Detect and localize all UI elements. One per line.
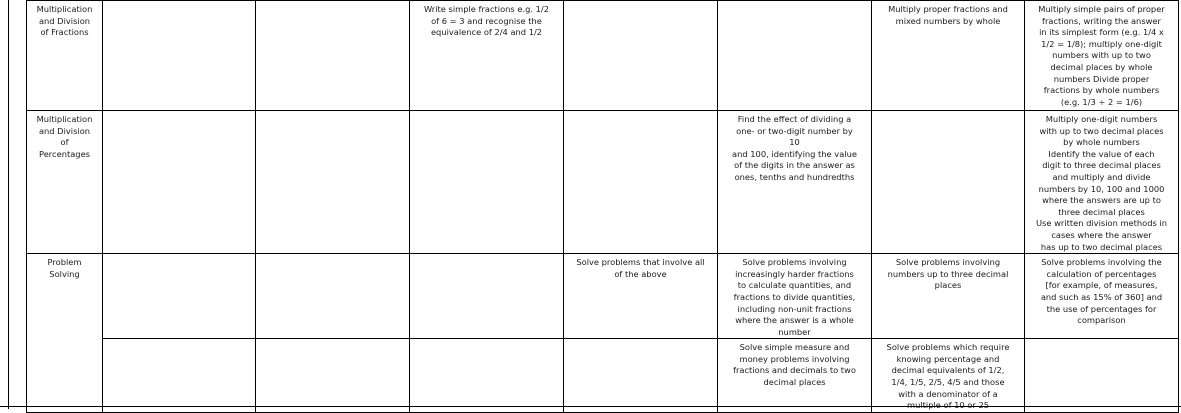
- table-cell: [564, 1, 718, 111]
- table-cell: Solve simple measure and money problems involving fractions and decimals to two decimal places: [718, 339, 872, 413]
- table-cell: [103, 111, 256, 254]
- table-row: [27, 254, 1179, 339]
- table-cell: [564, 111, 718, 254]
- topic-cell: Problem Solving: [27, 254, 103, 413]
- bottom-rule: [0, 406, 1181, 407]
- curriculum-table: [26, 0, 1179, 413]
- table-cell: [256, 339, 410, 413]
- table-cell: Write simple fractions e.g. 1/2 of 6 = 3 and recognise the equivalence of 2/4 and 1/2: [410, 1, 564, 111]
- table-cell: [410, 254, 564, 339]
- table-row: [27, 339, 1179, 413]
- margin-rule: [8, 0, 9, 409]
- table-cell: [256, 254, 410, 339]
- table-cell: Find the effect of dividing a one- or two-digit number by 10 and 100, identifying the value of the digits in the answer as ones, tenths and hundredths: [718, 111, 872, 254]
- table-cell: Solve problems that involve all of the above: [564, 254, 718, 339]
- table-row: [27, 111, 1179, 254]
- table-cell: [103, 254, 256, 339]
- table-cell: [410, 339, 564, 413]
- table-cell: [410, 111, 564, 254]
- table-row: [27, 1, 1179, 111]
- table-cell: [1025, 339, 1179, 413]
- table-cell: Solve problems which require knowing percentage and decimal equivalents of 1/2, 1/4, 1/5, 2/5, 4/5 and those with a denominator of a: [872, 339, 1025, 413]
- table-cell: Multiply simple pairs of proper fractions, writing the answer in its simplest form (e.g. 1/4 x 1/2 = 1/8); multiply one-digit numbers with up to two decimal places by whole numbers Divide proper fractions by whole numbers (e.g. 1/3 ÷ 2 = 1/6): [1025, 1, 1179, 111]
- table-cell: Multiply one-digit numbers with up to two decimal places by whole numbers Identify the value of each digit to three decimal places and multiply and divide numbers by 10, 100 and 1000 where the answers are up to three decimal places Use written division methods in cases where the answer has up to two decimal places: [1025, 111, 1179, 254]
- table-cell: [103, 1, 256, 111]
- table-cell: [718, 1, 872, 111]
- table-cell: Solve problems involving numbers up to three decimal places: [872, 254, 1025, 339]
- topic-cell: Multiplication and Division of Percentages: [27, 111, 103, 254]
- table-cell: [872, 111, 1025, 254]
- table-cell: Solve problems involving increasingly harder fractions to calculate quantities, and fractions to divide quantities, including non-unit fractions where the answer is a whole number: [718, 254, 872, 339]
- table-cell: [103, 339, 256, 413]
- table-cell: [256, 1, 410, 111]
- table-cell: Multiply proper fractions and mixed numbers by whole: [872, 1, 1025, 111]
- table-cell: [564, 339, 718, 413]
- table-cell: Solve problems involving the calculation of percentages [for example, of measures, and such as 15% of 360] and the use of percentages for comparison: [1025, 254, 1179, 339]
- table-cell: [256, 111, 410, 254]
- topic-cell: Multiplication and Division of Fractions: [27, 1, 103, 111]
